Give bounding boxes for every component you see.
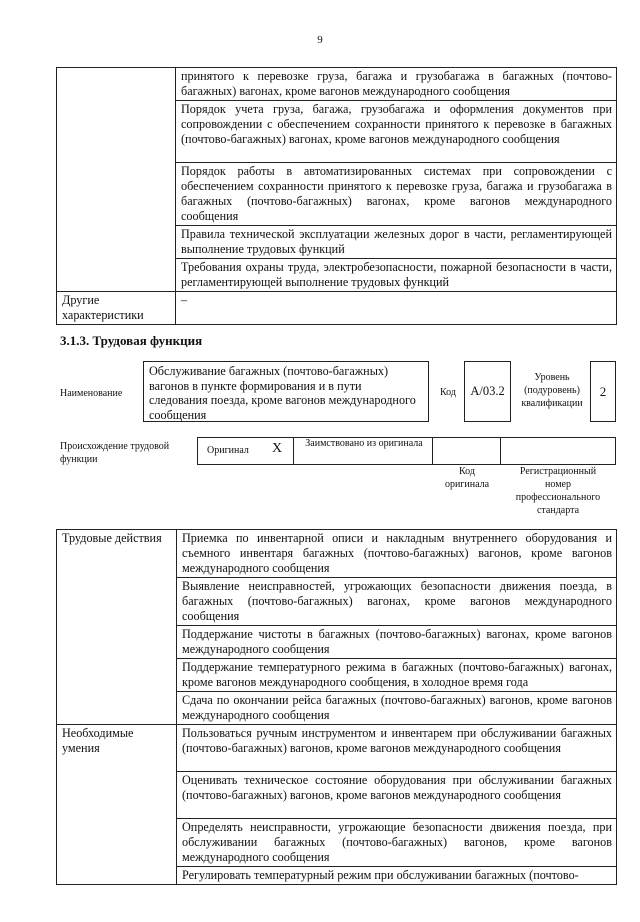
skill-item: Регулировать температурный режим при обслуживании багажных (почтово-: [177, 867, 617, 885]
knowledge-item: принятого к перевозке груза, багажа и грузобагажа в багажных (почтово-багажных) вагонах, кроме вагонов международного сообщения: [176, 68, 617, 101]
code-label: Код: [440, 387, 456, 398]
origin-mark: X: [272, 441, 283, 456]
knowledge-table: [56, 67, 617, 325]
action-item: Поддержание чистоты в багажных (почтово-багажных) вагонах, кроме вагонов международного сообщения: [177, 626, 617, 659]
knowledge-item: Требования охраны труда, электробезопасности, пожарной безопасности в части, регламентирующей выполнение трудовых функций: [176, 259, 617, 292]
action-item: Выявление неисправностей, угрожающих безопасности движения поезда, в багажных (почтово-багажных) вагонах, кроме вагонов международного сообщения: [177, 578, 617, 626]
function-name-box: Обслуживание багажных (почтово-багажных) вагонов в пункте формирования и в пути следования поезда, кроме вагонов международного сообщения: [143, 361, 429, 422]
origin-label: Происхождение трудовой функции: [60, 441, 170, 465]
knowledge-item: Порядок работы в автоматизированных системах при сопровождении с обеспечением сохранности принятого к перевозке груза, багажа и грузобагажа в багажных (почтово-багажных) вагонах, кроме вагонов международного сообщения: [176, 163, 617, 226]
other-characteristics-value: –: [176, 292, 617, 325]
knowledge-label-cell: [57, 68, 176, 292]
origin-code-caption: Код оригинала: [444, 466, 490, 490]
origin-original: Оригинал: [207, 445, 249, 456]
action-item: Приемка по инвентарной описи и накладным внутреннего оборудования и съемного инвентаря багажных (почтово-багажных) вагонов, кроме вагонов международного сообщения: [177, 530, 617, 578]
knowledge-item: Порядок учета груза, багажа, грузобагажа и оформления документов при сопровождении с обеспечением сохранности принятого к перевозке в багажных (почтово-багажных) вагонах, кроме вагонов международного сообщения: [176, 101, 617, 163]
page-number: 9: [317, 34, 323, 46]
level-value-box: 2: [590, 361, 616, 422]
section-title: 3.1.3. Трудовая функция: [60, 333, 203, 348]
skill-item: Оценивать техническое состояние оборудования при обслуживании багажных (почтово-багажных) вагонов, кроме вагонов международного сообщения: [177, 772, 617, 819]
other-characteristics-label: Другие характеристики: [57, 292, 176, 325]
level-label: Уровень (подуровень) квалификации: [521, 372, 583, 409]
action-item: Поддержание температурного режима в багажных (почтово-багажных) вагонах, кроме вагонов международного сообщения, в холодное время года: [177, 659, 617, 692]
skills-label: Необходимые умения: [57, 725, 177, 885]
name-label: Наименование: [60, 388, 123, 399]
origin-borrowed: Заимствовано из оригинала: [305, 438, 423, 449]
skill-item: Определять неисправности, угрожающие безопасности движения поезда, при обслуживании багажных (почтово-багажных) вагонов, кроме вагонов международного сообщения: [177, 819, 617, 867]
action-item: Сдача по окончании рейса багажных (почтово-багажных) вагонов, кроме вагонов международного сообщения: [177, 692, 617, 725]
origin-reg-caption: Регистрационный номер профессионального стандарта: [515, 466, 601, 516]
code-value-box: А/03.2: [464, 361, 511, 422]
skill-item: Пользоваться ручным инструментом и инвентарем при обслуживании багажных (почтово-багажных) вагонов, кроме вагонов международного сообщения: [177, 725, 617, 772]
actions-label: Трудовые действия: [57, 530, 177, 725]
knowledge-item: Правила технической эксплуатации железных дорог в части, регламентирующей выполнение трудовых функций: [176, 226, 617, 259]
actions-table: [56, 529, 617, 885]
